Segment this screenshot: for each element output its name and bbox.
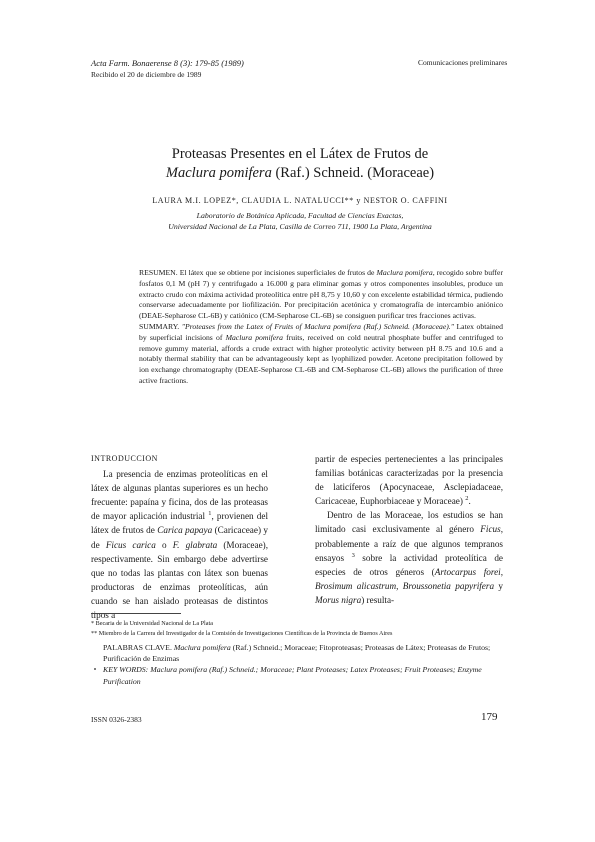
footnote-2: ** Miembro de la Carrera del Investigador de la Comisión de Investigaciones Científicas de la Provincia de Buenos Aires <box>91 629 393 637</box>
resumen-label: RESUMEN. <box>139 268 178 277</box>
article-title <box>100 145 500 183</box>
margin-mark <box>94 668 96 670</box>
resumen-text: El látex que se obtiene por incisiones superficiales de frutos de <box>177 268 377 277</box>
footnote-1: * Becaria de la Universidad Nacional de La Plata <box>91 620 213 627</box>
resumen-text-2: , recogido sobre buffer fosfatos 0,1 M (pH 7) y centrifugado a 16.000 g para eliminar gomas y otros componentes insolubles, produce un extracto crudo con máxima actividad proteolítica entre pH 8,75 y 10,60 y con excelente estabilidad térmica, pudiendo conservarse adecuadamente por liofilización. Por precipitación acetónica y cromatografía de intercambio aniónico (DEAE-Sepharose CL-6B) y catiónico (CM-Sepharose CL-6B) se consiguen purificar tres fracciones activas. <box>139 268 504 321</box>
species-name: Ficus <box>480 524 501 535</box>
intro-text: sobre la actividad proteolítica de especies de otros géneros ( <box>315 552 503 577</box>
species-name: Ficus carica <box>105 539 156 550</box>
resumen-species: Maclura pomifera <box>376 268 433 277</box>
issn: ISSN 0326-2383 <box>91 715 142 724</box>
intro-text: . <box>468 496 471 507</box>
resumen <box>139 268 503 322</box>
received-date: Recibido el 20 de diciembre de 1989 <box>91 70 202 79</box>
intro-heading: INTRODUCCION <box>91 454 158 463</box>
reference-mark: 2 <box>465 495 469 503</box>
abstract <box>139 268 503 387</box>
title-line-1: Proteasas Presentes en el Látex de Frutos de <box>171 146 429 162</box>
summary-species: Maclura pomifera <box>225 332 283 342</box>
intro-left-column <box>91 452 268 622</box>
intro-text: (Caricaceae) y de <box>91 525 268 550</box>
affiliation <box>100 210 500 232</box>
species-name: F. glabrata <box>172 539 218 550</box>
intro-text: , probablemente a raíz de que algunos tempranos ensayos <box>315 524 503 563</box>
footnote-rule <box>91 613 181 614</box>
section-tag: Comunicaciones preliminares <box>418 58 508 67</box>
species-name: Artocarpus forei, Brosimum alicastrum, Broussonetia papyrifera <box>315 566 503 591</box>
authors: LAURA M.I. LOPEZ*, CLAUDIA L. NATALUCCI** y NESTOR O. CAFFINI <box>152 196 448 205</box>
title-authority: (Raf.) Schneid. (Moraceae) <box>271 165 435 181</box>
affiliation-line-1: Laboratorio de Botánica Aplicada, Facultad de Ciencias Exactas, <box>196 211 404 220</box>
intro-text: , provienen del látex de frutos de <box>91 511 268 536</box>
title-species: Maclura pomifera <box>165 165 272 181</box>
intro-text: partir de especies pertenecientes a las principales familias botánicas caracterizadas por la presencia de laticíferos (Apocynaceae, Asclepiadaceae, Caricaceae, Euphorbiaceae y Moraceae) <box>315 454 503 507</box>
summary <box>139 322 503 387</box>
intro-text: La presencia de enzimas proteolíticas en el látex de algunas plantas superiores es un hecho frecuente: papaína y ficina, dos de las proteasas de mayor aplicación industrial <box>91 469 268 522</box>
footnotes <box>91 619 511 638</box>
keywords-es-text: (Raf.) Schneid.; Moraceae; Fitoproteasas; Proteasas de Látex; Proteasas de Frutos; Purificación de Enzimas <box>103 643 491 664</box>
species-name: Carica papaya <box>157 525 213 536</box>
intro-right-column <box>315 452 503 607</box>
summary-text: Latex obtained by superficial incisions of <box>139 321 503 342</box>
intro-text: Dentro de las Moraceae, los estudios se han limitado casi exclusivamente al género <box>315 510 503 535</box>
reference-mark: 1 <box>208 510 212 518</box>
species-name: Maclura pomifera <box>173 643 231 652</box>
keywords <box>103 642 508 687</box>
journal-citation: Acta Farm. Bonaerense 8 (3): 179-85 (1989) <box>91 58 244 68</box>
keywords-es-label: PALABRAS CLAVE. <box>103 643 174 652</box>
intro-text: (Moraceae), respectivamente. Sin embargo debe advertirse que no todas las plantas con látex son buenas productoras de enzimas proteolíticas, aún cuando se han aislado proteasas de distintos tipos a <box>91 539 268 621</box>
intro-text: y <box>494 580 503 591</box>
keywords-es <box>103 642 508 664</box>
summary-label: SUMMARY. <box>139 321 180 331</box>
affiliation-line-2: Universidad Nacional de La Plata, Casilla de Correo 711, 1900 La Plata, Argentina <box>168 222 432 231</box>
keywords-en <box>103 664 508 686</box>
summary-text-2: fruits, received on cold neutral phosphate buffer and centrifuged to remove gummy material, affords a crude extract with higher proteolytic activity between pH 8.75 and 10.6 and a notably thermal stability that can be advantageously kept as lyophilized powder. Acetone precipitation followed by ion exchange chromatography (DEAE-Sepharose CL-6B and CM-Sepharose CL-6B) allows the purification of three active fractions. <box>139 332 504 385</box>
intro-paragraph-1 <box>91 467 268 622</box>
summary-title: "Proteases from the Latex of Fruits of Maclura pomifera (Raf.) Schneid. (Moraceae)." <box>179 321 454 331</box>
keywords-en-label: KEY WORDS: <box>103 665 151 675</box>
title-line-2 <box>100 164 500 183</box>
page-number: 179 <box>481 711 498 723</box>
reference-mark: 3 <box>351 551 355 559</box>
intro-text: ) resulta- <box>361 594 395 605</box>
intro-paragraph-1-cont <box>315 452 503 508</box>
species-name: Morus nigra <box>315 594 362 605</box>
intro-text: o <box>155 539 173 550</box>
keywords-en-text: Maclura pomifera (Raf.) Schneid.; Moraceae; Plant Proteases; Latex Proteases; Fruit Proteases; Enzyme Purification <box>103 665 482 686</box>
intro-paragraph-2 <box>315 508 503 607</box>
